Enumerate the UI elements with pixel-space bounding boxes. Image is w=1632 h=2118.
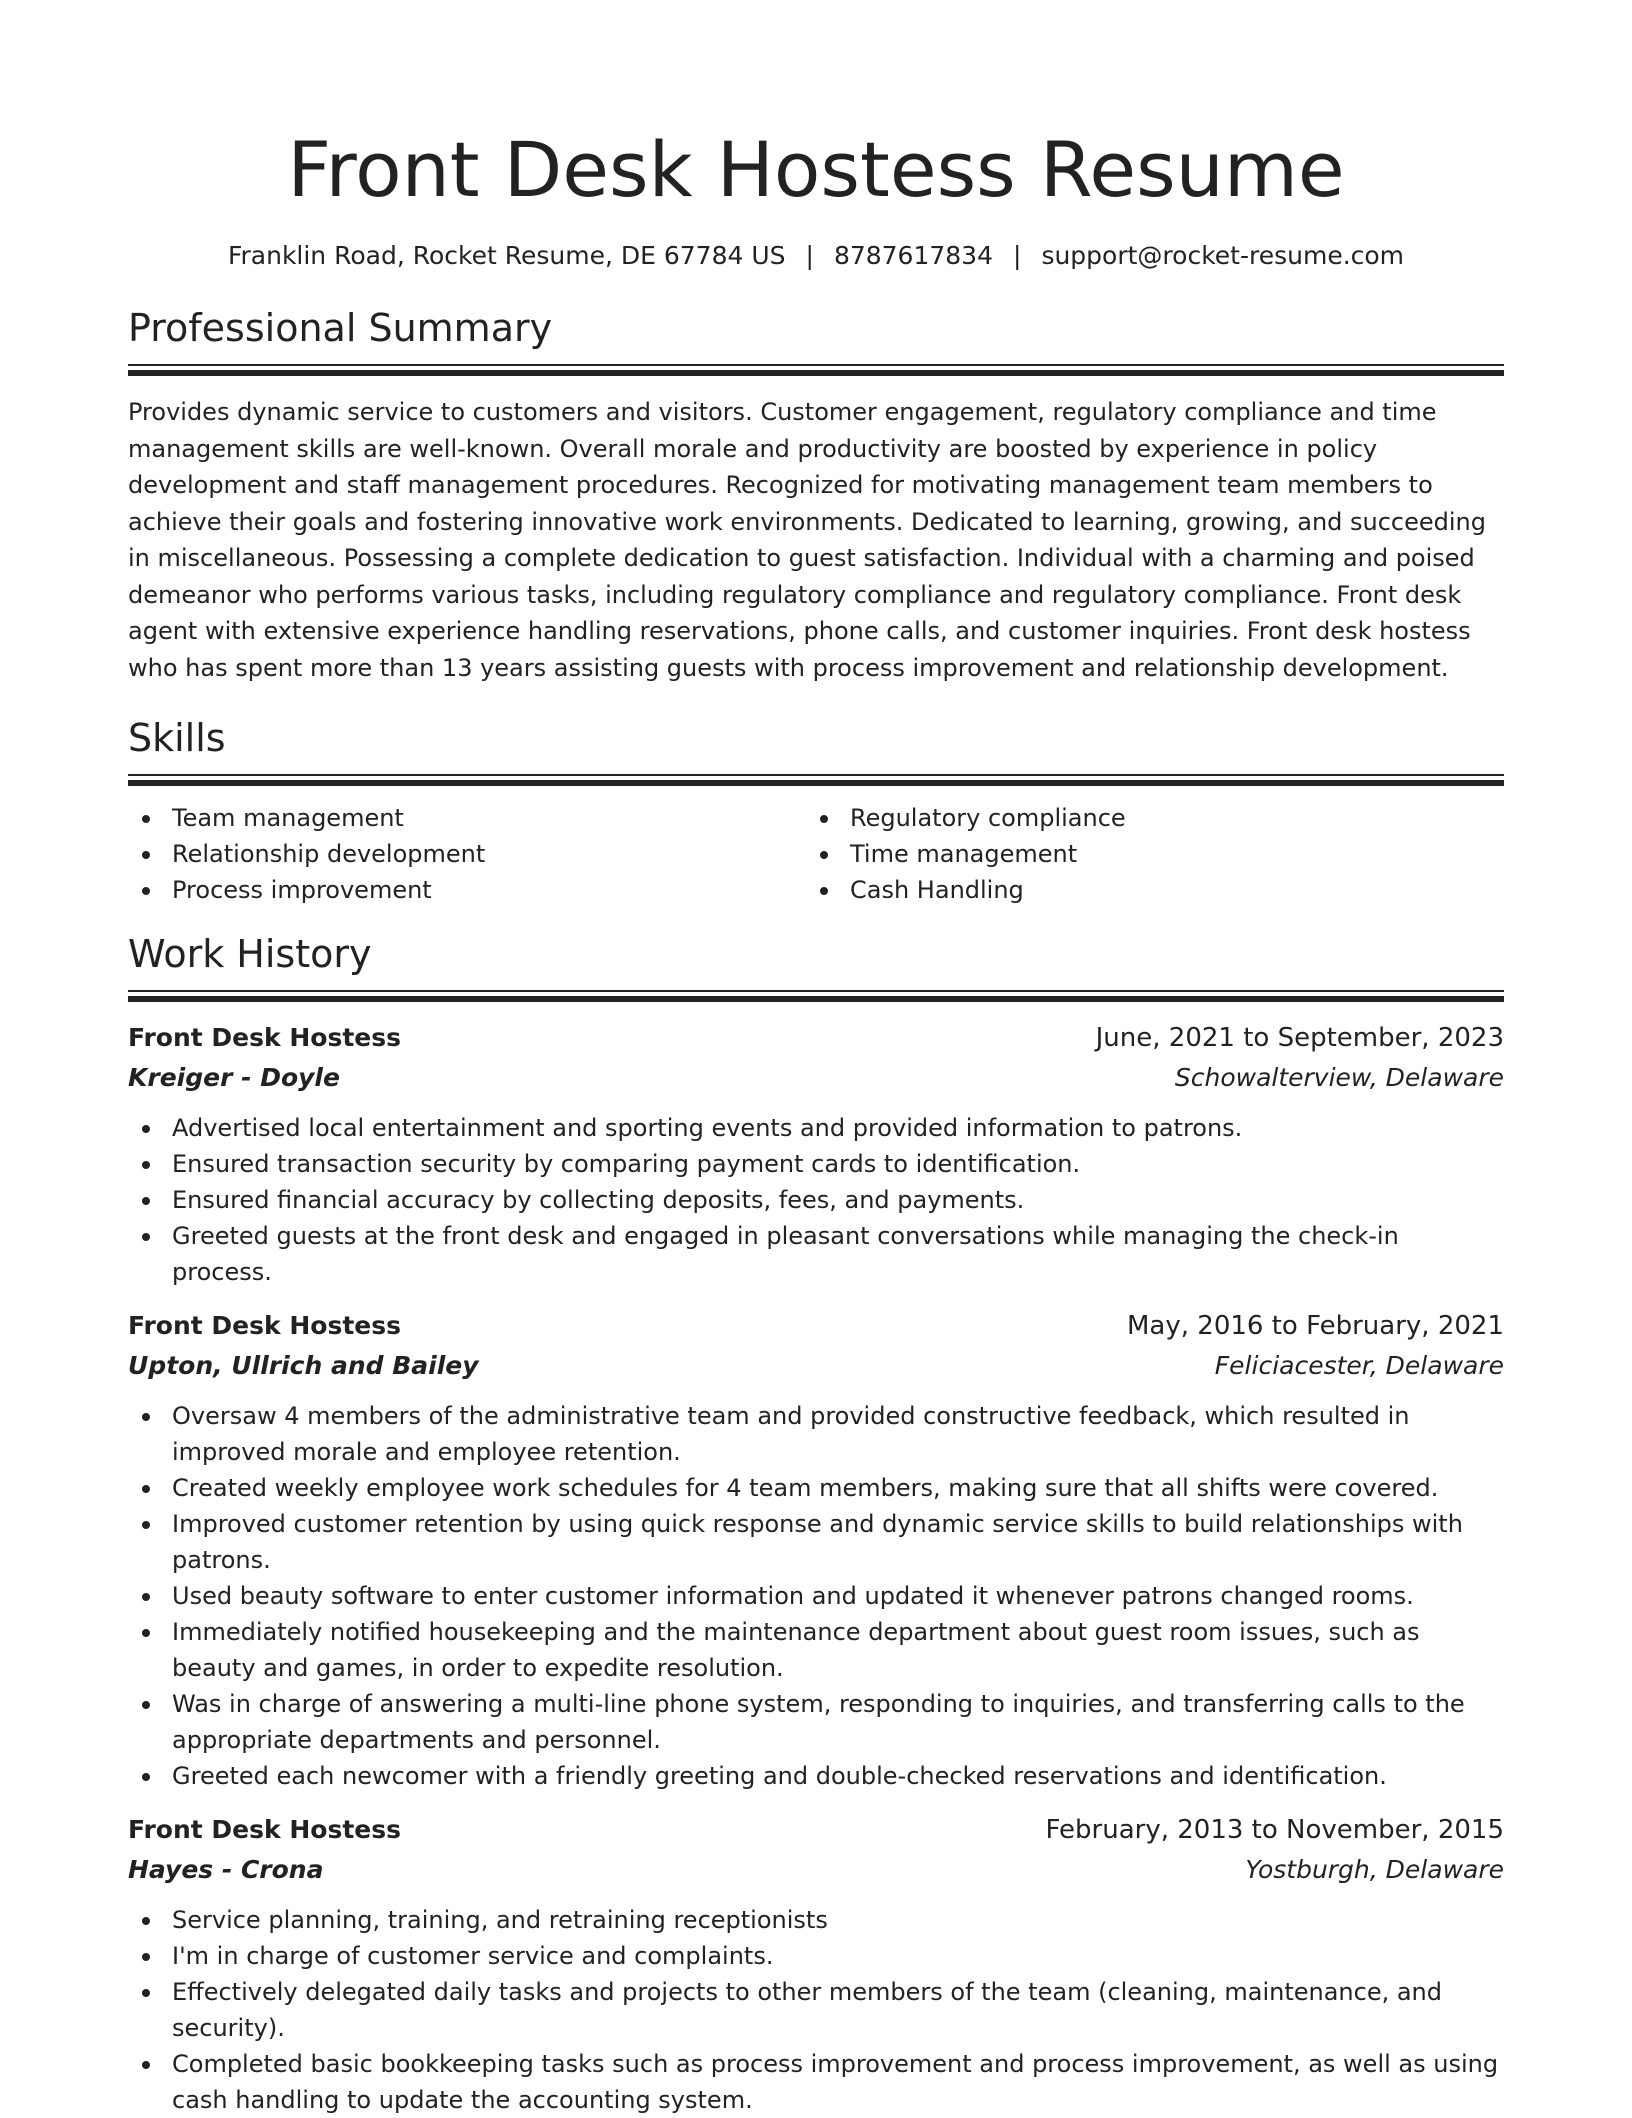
contact-address: Franklin Road, Rocket Resume, DE 67784 US — [227, 241, 786, 270]
contact-line — [128, 238, 1504, 274]
skill-item: Team management — [172, 800, 806, 836]
job-duty: Created weekly employee work schedules for 4 team members, making sure that all shifts were covered. — [172, 1470, 1504, 1506]
job-duties — [128, 1110, 1504, 1290]
job-dates: May, 2016 to February, 2021 — [1127, 1311, 1504, 1341]
resume-title: Front Desk Hostess Resume — [287, 125, 1345, 214]
job-duty: I'm in charge of customer service and complaints. — [172, 1938, 1504, 1974]
job-location: Feliciacester, Delaware — [1214, 1351, 1504, 1380]
job-location: Yostburgh, Delaware — [1245, 1855, 1504, 1884]
work-history-heading: Work History — [128, 932, 372, 976]
contact-separator: | — [1013, 241, 1022, 270]
skills-heading: Skills — [128, 716, 226, 760]
skills-section — [128, 714, 1504, 908]
skill-item: Cash Handling — [850, 872, 1484, 908]
section-divider — [128, 774, 1504, 786]
resume-page — [128, 0, 1504, 2118]
job-duty: Ensured transaction security by comparing payment cards to identification. — [172, 1146, 1504, 1182]
job-location: Schowalterview, Delaware — [1174, 1063, 1504, 1092]
job-company: Upton, Ullrich and Bailey — [128, 1351, 479, 1380]
skill-item: Process improvement — [172, 872, 806, 908]
job-duty: Oversaw 4 members of the administrative team and provided constructive feedback, which resulted in improved morale and employee retention. — [172, 1398, 1504, 1470]
job-duties — [128, 1902, 1504, 2118]
work-history-section — [128, 930, 1504, 2118]
job-duty: Improved customer retention by using quick response and dynamic service skills to build relationships with patrons. — [172, 1506, 1504, 1578]
job-duty: Immediately notified housekeeping and the maintenance department about guest room issues, such as beauty and games, in order to expedite resolution. — [172, 1614, 1504, 1686]
contact-email: support@rocket-resume.com — [1041, 241, 1405, 270]
job-dates: June, 2021 to September, 2023 — [1095, 1023, 1504, 1053]
job-company: Kreiger - Doyle — [128, 1063, 340, 1092]
job-duty: Used beauty software to enter customer information and updated it whenever patrons changed rooms. — [172, 1578, 1504, 1614]
section-divider — [128, 990, 1504, 1002]
skills-column-left — [128, 800, 806, 908]
section-divider — [128, 364, 1504, 376]
job-duty: Effectively delegated daily tasks and projects to other members of the team (cleaning, maintenance, and security). — [172, 1974, 1504, 2046]
job-duty: Service planning, training, and retraining receptionists — [172, 1902, 1504, 1938]
contact-phone: 8787617834 — [833, 241, 993, 270]
job-title: Front Desk Hostess — [128, 1023, 401, 1052]
skill-item: Regulatory compliance — [850, 800, 1484, 836]
job-entry — [128, 1810, 1504, 2118]
job-duty: Was in charge of answering a multi-line phone system, responding to inquiries, and transferring calls to the appropriate departments and personnel. — [172, 1686, 1504, 1758]
job-entry — [128, 1306, 1504, 1794]
skills-list — [128, 800, 1504, 908]
contact-separator: | — [805, 241, 814, 270]
summary-text: Provides dynamic service to customers and visitors. Customer engagement, regulatory compliance and time management skills are well-known. Overall morale and productivity are boosted by experience in policy development and staff management procedures. Recognized for motivating management team members to achieve their goals and fostering innovative work environments. Dedicated to learning, growing, and succeeding in miscellaneous. Possessing a complete dedication to guest satisfaction. Individual with a charming and poised demeanor who performs various tasks, including regulatory compliance and regulatory compliance. Front desk agent with extensive experience handling reservations, phone calls, and customer inquiries. Front desk hostess who has spent more than 13 years assisting guests with process improvement and relationship development. — [128, 398, 1487, 682]
job-duty: Completed basic bookkeeping tasks such as process improvement and process improvement, as well as using cash handling to update the accounting system. — [172, 2046, 1504, 2118]
skill-item: Time management — [850, 836, 1484, 872]
summary-section — [128, 304, 1504, 686]
job-duty: Greeted each newcomer with a friendly greeting and double-checked reservations and identification. — [172, 1758, 1504, 1794]
job-duty: Greeted guests at the front desk and engaged in pleasant conversations while managing the check-in process. — [172, 1218, 1504, 1290]
job-title: Front Desk Hostess — [128, 1815, 401, 1844]
job-title: Front Desk Hostess — [128, 1311, 401, 1340]
job-duty: Ensured financial accuracy by collecting deposits, fees, and payments. — [172, 1182, 1504, 1218]
job-dates: February, 2013 to November, 2015 — [1045, 1815, 1504, 1845]
summary-heading: Professional Summary — [128, 306, 553, 350]
job-duties — [128, 1398, 1504, 1794]
skills-column-right — [806, 800, 1484, 908]
job-entry — [128, 1018, 1504, 1290]
job-duty: Advertised local entertainment and sporting events and provided information to patrons. — [172, 1110, 1504, 1146]
job-company: Hayes - Crona — [128, 1855, 324, 1884]
skill-item: Relationship development — [172, 836, 806, 872]
